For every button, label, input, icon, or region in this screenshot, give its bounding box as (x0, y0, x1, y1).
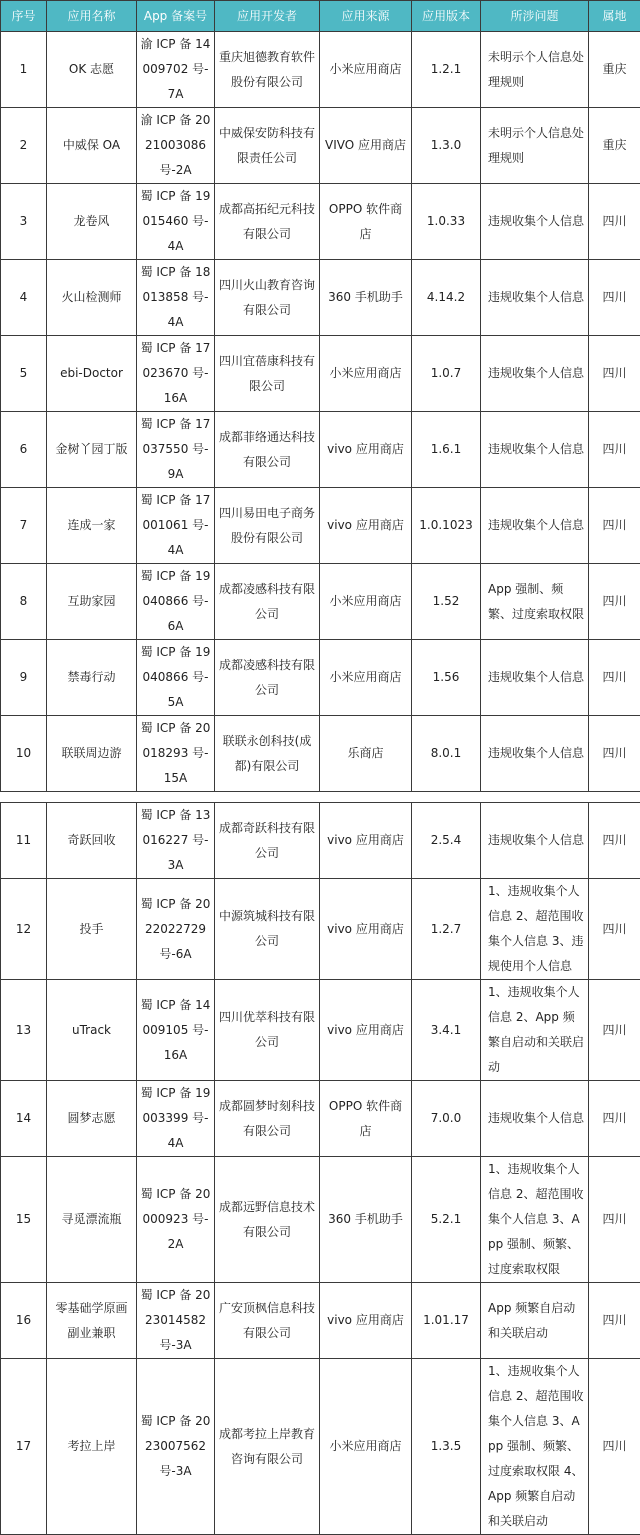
cell-seq: 9 (1, 640, 47, 716)
cell-seq: 6 (1, 412, 47, 488)
table-row (1, 640, 640, 716)
cell-issue: 违规收集个人信息 (481, 640, 589, 716)
table-row (1, 336, 640, 412)
cell-version: 5.2.1 (412, 1157, 481, 1283)
cell-app-name: 金树丫园丁版 (47, 412, 137, 488)
cell-app-name: OK 志愿 (47, 32, 137, 108)
cell-location: 四川 (589, 803, 640, 879)
table-row (1, 803, 640, 879)
cell-version: 8.0.1 (412, 716, 481, 792)
table-row (1, 564, 640, 640)
cell-seq: 7 (1, 488, 47, 564)
cell-issue: 违规收集个人信息 (481, 488, 589, 564)
cell-issue: 1、违规收集个人信息 2、超范围收集个人信息 3、App 强制、频繁、过度索取权限 4、App 频繁自启动和关联启动 (481, 1359, 589, 1535)
cell-developer: 成都考拉上岸教育咨询有限公司 (215, 1359, 320, 1535)
cell-app-name: 连成一家 (47, 488, 137, 564)
cell-source: 360 手机助手 (320, 260, 412, 336)
cell-seq: 15 (1, 1157, 47, 1283)
cell-app-name: 互助家园 (47, 564, 137, 640)
cell-seq: 2 (1, 108, 47, 184)
table-body (1, 32, 640, 1535)
cell-source: 小米应用商店 (320, 336, 412, 412)
cell-issue: App 频繁自启动和关联启动 (481, 1283, 589, 1359)
cell-seq: 11 (1, 803, 47, 879)
table-row (1, 32, 640, 108)
table-row (1, 1359, 640, 1535)
cell-location: 四川 (589, 879, 640, 980)
cell-developer: 成都圆梦时刻科技有限公司 (215, 1081, 320, 1157)
cell-issue: 1、违规收集个人信息 2、App 频繁自启动和关联启动 (481, 980, 589, 1081)
cell-source: 小米应用商店 (320, 564, 412, 640)
cell-icp: 蜀 ICP 备 13016227 号-3A (137, 803, 215, 879)
cell-icp: 蜀 ICP 备 2022022729 号-6A (137, 879, 215, 980)
cell-app-name: 禁毒行动 (47, 640, 137, 716)
cell-version: 1.3.0 (412, 108, 481, 184)
table-row (1, 980, 640, 1081)
cell-icp: 渝 ICP 备 14009702 号-7A (137, 32, 215, 108)
cell-version: 7.0.0 (412, 1081, 481, 1157)
cell-version: 1.01.17 (412, 1283, 481, 1359)
cell-source: 小米应用商店 (320, 32, 412, 108)
cell-icp: 蜀 ICP 备 17001061 号-4A (137, 488, 215, 564)
cell-issue: 违规收集个人信息 (481, 716, 589, 792)
cell-location: 四川 (589, 1157, 640, 1283)
cell-app-name: ebi-Doctor (47, 336, 137, 412)
cell-icp: 蜀 ICP 备 17037550 号-9A (137, 412, 215, 488)
cell-version: 1.2.7 (412, 879, 481, 980)
cell-location: 四川 (589, 488, 640, 564)
cell-app-name: 零基础学原画副业兼职 (47, 1283, 137, 1359)
cell-version: 1.56 (412, 640, 481, 716)
cell-icp: 蜀 ICP 备 20000923 号-2A (137, 1157, 215, 1283)
cell-source: vivo 应用商店 (320, 980, 412, 1081)
cell-developer: 四川优萃科技有限公司 (215, 980, 320, 1081)
header-app-name: 应用名称 (47, 1, 137, 32)
header-version: 应用版本 (412, 1, 481, 32)
cell-issue: 违规收集个人信息 (481, 260, 589, 336)
header-location: 属地 (589, 1, 640, 32)
table-row (1, 1283, 640, 1359)
header-issue: 所涉问题 (481, 1, 589, 32)
cell-source: vivo 应用商店 (320, 803, 412, 879)
cell-source: OPPO 软件商店 (320, 184, 412, 260)
cell-developer: 成都凌感科技有限公司 (215, 640, 320, 716)
cell-version: 1.0.7 (412, 336, 481, 412)
cell-developer: 成都高拓纪元科技有限公司 (215, 184, 320, 260)
cell-seq: 10 (1, 716, 47, 792)
cell-app-name: 投手 (47, 879, 137, 980)
cell-issue: 违规收集个人信息 (481, 336, 589, 412)
table-section-gap (1, 792, 640, 803)
table-row (1, 488, 640, 564)
cell-seq: 17 (1, 1359, 47, 1535)
cell-app-name: 圆梦志愿 (47, 1081, 137, 1157)
cell-location: 重庆 (589, 108, 640, 184)
header-icp: App 备案号 (137, 1, 215, 32)
cell-source: vivo 应用商店 (320, 412, 412, 488)
cell-location: 四川 (589, 260, 640, 336)
cell-location: 四川 (589, 336, 640, 412)
cell-location: 四川 (589, 184, 640, 260)
cell-version: 1.6.1 (412, 412, 481, 488)
cell-seq: 12 (1, 879, 47, 980)
cell-seq: 3 (1, 184, 47, 260)
cell-issue: 1、违规收集个人信息 2、超范围收集个人信息 3、违规使用个人信息 (481, 879, 589, 980)
cell-developer: 重庆旭德教育软件股份有限公司 (215, 32, 320, 108)
cell-source: VIVO 应用商店 (320, 108, 412, 184)
cell-icp: 渝 ICP 备 2021003086 号-2A (137, 108, 215, 184)
cell-developer: 成都菲络通达科技有限公司 (215, 412, 320, 488)
cell-location: 四川 (589, 980, 640, 1081)
table-row (1, 412, 640, 488)
cell-issue: 未明示个人信息处理规则 (481, 108, 589, 184)
cell-icp: 蜀 ICP 备 2023014582 号-3A (137, 1283, 215, 1359)
cell-location: 四川 (589, 1283, 640, 1359)
cell-source: vivo 应用商店 (320, 1283, 412, 1359)
cell-location: 四川 (589, 1359, 640, 1535)
cell-developer: 广安顶枫信息科技有限公司 (215, 1283, 320, 1359)
cell-location: 四川 (589, 564, 640, 640)
header-source: 应用来源 (320, 1, 412, 32)
cell-icp: 蜀 ICP 备 17023670 号-16A (137, 336, 215, 412)
cell-source: 乐商店 (320, 716, 412, 792)
cell-location: 四川 (589, 640, 640, 716)
cell-issue: 违规收集个人信息 (481, 412, 589, 488)
cell-issue: App 强制、频繁、过度索取权限 (481, 564, 589, 640)
cell-issue: 违规收集个人信息 (481, 1081, 589, 1157)
cell-source: OPPO 软件商店 (320, 1081, 412, 1157)
cell-location: 四川 (589, 1081, 640, 1157)
cell-location: 四川 (589, 412, 640, 488)
cell-seq: 1 (1, 32, 47, 108)
cell-developer: 四川易田电子商务股份有限公司 (215, 488, 320, 564)
cell-version: 4.14.2 (412, 260, 481, 336)
cell-seq: 13 (1, 980, 47, 1081)
cell-version: 1.3.5 (412, 1359, 481, 1535)
cell-app-name: 中威保 OA (47, 108, 137, 184)
cell-icp: 蜀 ICP 备 14009105 号-16A (137, 980, 215, 1081)
table-row (1, 716, 640, 792)
cell-version: 1.52 (412, 564, 481, 640)
cell-icp: 蜀 ICP 备 18013858 号-4A (137, 260, 215, 336)
cell-seq: 14 (1, 1081, 47, 1157)
cell-developer: 中威保安防科技有限责任公司 (215, 108, 320, 184)
cell-app-name: 联联周边游 (47, 716, 137, 792)
cell-issue: 未明示个人信息处理规则 (481, 32, 589, 108)
table-row (1, 879, 640, 980)
table-header-row (1, 1, 640, 32)
table-row (1, 184, 640, 260)
cell-developer: 四川宜蓓康科技有限公司 (215, 336, 320, 412)
cell-app-name: uTrack (47, 980, 137, 1081)
cell-app-name: 奇跃回收 (47, 803, 137, 879)
cell-seq: 16 (1, 1283, 47, 1359)
cell-icp: 蜀 ICP 备 19003399 号-4A (137, 1081, 215, 1157)
cell-issue: 违规收集个人信息 (481, 803, 589, 879)
cell-issue: 1、违规收集个人信息 2、超范围收集个人信息 3、App 强制、频繁、过度索取权限 (481, 1157, 589, 1283)
cell-issue: 违规收集个人信息 (481, 184, 589, 260)
cell-developer: 联联永创科技(成都)有限公司 (215, 716, 320, 792)
cell-version: 1.2.1 (412, 32, 481, 108)
cell-developer: 四川火山教育咨询有限公司 (215, 260, 320, 336)
header-developer: 应用开发者 (215, 1, 320, 32)
cell-source: 小米应用商店 (320, 1359, 412, 1535)
cell-version: 1.0.1023 (412, 488, 481, 564)
cell-app-name: 火山检测师 (47, 260, 137, 336)
cell-icp: 蜀 ICP 备 19040866 号-5A (137, 640, 215, 716)
cell-source: vivo 应用商店 (320, 488, 412, 564)
cell-seq: 5 (1, 336, 47, 412)
cell-location: 四川 (589, 716, 640, 792)
cell-version: 2.5.4 (412, 803, 481, 879)
cell-icp: 蜀 ICP 备 20018293 号-15A (137, 716, 215, 792)
table-row (1, 1081, 640, 1157)
cell-developer: 中源筑城科技有限公司 (215, 879, 320, 980)
cell-icp: 蜀 ICP 备 19015460 号-4A (137, 184, 215, 260)
table-row (1, 1157, 640, 1283)
cell-icp: 蜀 ICP 备 2023007562 号-3A (137, 1359, 215, 1535)
cell-location: 重庆 (589, 32, 640, 108)
cell-app-name: 考拉上岸 (47, 1359, 137, 1535)
cell-source: 360 手机助手 (320, 1157, 412, 1283)
cell-seq: 4 (1, 260, 47, 336)
cell-developer: 成都远野信息技术有限公司 (215, 1157, 320, 1283)
header-seq: 序号 (1, 1, 47, 32)
table-row (1, 260, 640, 336)
cell-source: 小米应用商店 (320, 640, 412, 716)
cell-source: vivo 应用商店 (320, 879, 412, 980)
cell-app-name: 寻觅漂流瓶 (47, 1157, 137, 1283)
cell-app-name: 龙卷风 (47, 184, 137, 260)
cell-developer: 成都凌感科技有限公司 (215, 564, 320, 640)
cell-icp: 蜀 ICP 备 19040866 号-6A (137, 564, 215, 640)
cell-seq: 8 (1, 564, 47, 640)
cell-version: 3.4.1 (412, 980, 481, 1081)
cell-developer: 成都奇跃科技有限公司 (215, 803, 320, 879)
table-row (1, 108, 640, 184)
cell-version: 1.0.33 (412, 184, 481, 260)
